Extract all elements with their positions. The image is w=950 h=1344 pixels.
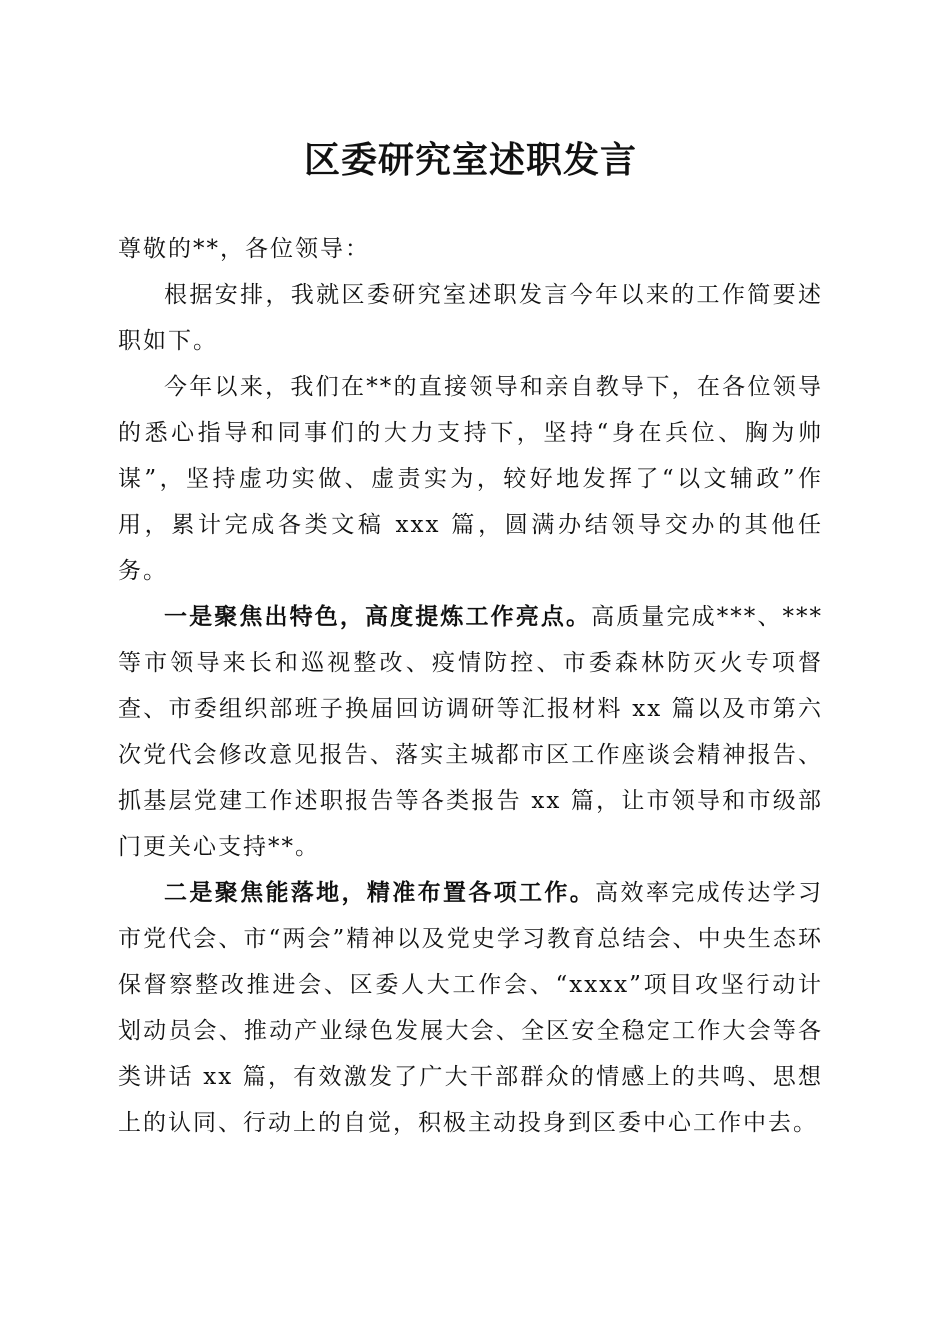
paragraph-text: 高质量完成***、***等市领导来长和巡视整改、疫情防控、市委森林防灭火专项督查、市委组织部班子换届回访调研等汇报材料 xx 篇以及市第六次党代会修改意见报告、落实主城都市区工作座谈会精神报告、抓基层党建工作述职报告等各类报告 xx 篇，让市领导和市级部门更关心支持**。: [118, 604, 823, 860]
paragraph-overview: [118, 364, 823, 594]
paragraph-arrangement: [118, 272, 823, 364]
paragraph-point-one: [118, 594, 823, 870]
paragraph-lead: 一是聚焦出特色，高度提炼工作亮点。: [164, 603, 592, 630]
paragraph-text: 高效率完成传达学习市党代会、市“两会”精神以及党史学习教育总结会、中央生态环保督察整改推进会、区委人大工作会、“xxxx”项目攻坚行动计划动员会、推动产业绿色发展大会、全区安全稳定工作大会等各类讲话 xx 篇，有效激发了广大干部群众的情感上的共鸣、思想上的认同、行动上的自觉，积极主动投身到区委中心工作中去。: [118, 880, 824, 1136]
salutation: 尊敬的**，各位领导：: [118, 236, 370, 262]
paragraph-text: 今年以来，我们在**的直接领导和亲自教导下，在各位领导的悉心指导和同事们的大力支持下，坚持“身在兵位、胸为帅谋”，坚持虚功实做、虚责实为，较好地发挥了“以文辅政”作用，累计完成各类文稿 xxx 篇，圆满办结领导交办的其他任务。: [118, 374, 823, 584]
document-title: 区委研究室述职发言: [303, 139, 637, 181]
paragraph-point-two: [118, 870, 823, 1146]
paragraph-lead: 二是聚焦能落地，精准布置各项工作。: [164, 879, 596, 906]
paragraph-text: 根据安排，我就区委研究室述职发言今年以来的工作简要述职如下。: [118, 282, 823, 354]
